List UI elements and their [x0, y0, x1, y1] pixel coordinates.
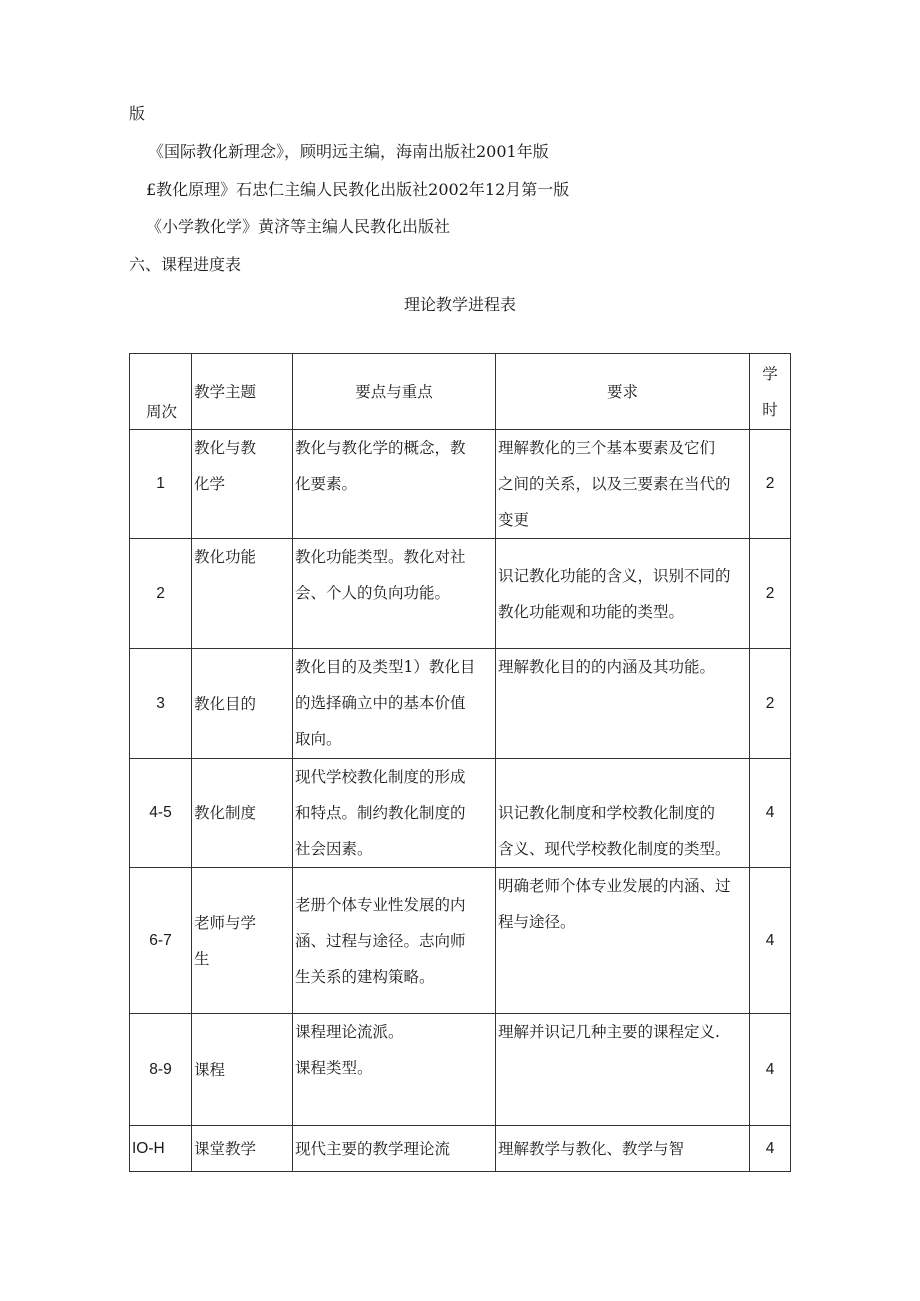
week-cell: 2 — [130, 539, 192, 649]
week-cell: 6-7 — [130, 868, 192, 1014]
header-requirements-label: 要求 — [606, 382, 638, 401]
key-points-line: 教化目的及类型1）教化目 — [295, 658, 476, 676]
hours-cell: 2 — [750, 430, 791, 539]
key-points-cell — [293, 868, 496, 1014]
table-title: 理论教学进程表 — [403, 295, 516, 314]
table-row — [130, 649, 791, 759]
topic-line: 课堂教学 — [194, 1139, 257, 1158]
key-points-line: 课程类型。 — [295, 1059, 373, 1077]
topic-cell — [192, 759, 293, 868]
requirements-cell — [496, 649, 750, 759]
table-row — [130, 430, 791, 539]
requirements-line: 理解教化的三个基本要素及它们 — [498, 439, 716, 457]
week-cell: IO-H — [130, 1126, 192, 1172]
key-points-line: 现代学校教化制度的形成 — [295, 768, 466, 786]
topic-cell — [192, 868, 293, 1014]
topic-line: 课程 — [194, 1060, 226, 1079]
week-cell: 3 — [130, 649, 192, 759]
requirements-cell — [496, 759, 750, 868]
section-heading: 六、课程进度表 — [129, 255, 242, 274]
header-week-label: 周次 — [146, 403, 178, 421]
key-points-line: 教化功能类型。教化对社 — [295, 548, 466, 566]
key-points-line: 涵、过程与途径。志向师 — [295, 931, 466, 950]
reference-item: £教化原理》石忠仁主编人民教化出版社2002年12月第一版 — [146, 180, 570, 199]
requirements-cell — [496, 539, 750, 649]
key-points-cell — [293, 759, 496, 868]
header-topic-label: 教学主题 — [194, 382, 257, 401]
requirements-line: 识记教化功能的含义，识别不同的 — [498, 566, 731, 585]
key-points-line: 生关系的建构策略。 — [295, 967, 435, 986]
requirements-line: 程与途径。 — [498, 913, 576, 931]
key-points-line: 和特点。制约教化制度的 — [295, 804, 466, 822]
week-cell: 4-5 — [130, 759, 192, 868]
requirements-line: 理解教学与教化、教学与智 — [498, 1139, 685, 1158]
header-key-points — [293, 354, 496, 430]
reference-item: 《国际教化新理念》，顾明远主编，海南出版社2001年版 — [148, 142, 549, 161]
key-points-line: 的选择确立中的基本价值 — [295, 694, 466, 712]
reference-item: 《小学教化学》黄济等主编人民教化出版社 — [146, 217, 451, 236]
table-row — [130, 1014, 791, 1126]
requirements-line: 之间的关系，以及三要素在当代的 — [498, 475, 731, 493]
key-points-line: 教化与教化学的概念，教 — [295, 439, 466, 457]
key-points-cell — [293, 649, 496, 759]
requirements-line: 变更 — [498, 511, 530, 529]
requirements-cell — [496, 868, 750, 1014]
topic-line: 化学 — [194, 475, 226, 493]
topic-cell — [192, 1014, 293, 1126]
key-points-cell — [293, 539, 496, 649]
key-points-line: 会、个人的负向功能。 — [295, 584, 451, 602]
requirements-line: 理解并识记几种主要的课程定义. — [498, 1023, 720, 1041]
header-hours-bottom: 时 — [762, 400, 778, 419]
requirements-line: 教化功能观和功能的类型。 — [498, 602, 685, 621]
header-hours — [750, 354, 791, 430]
topic-line: 老师与学 — [194, 913, 257, 932]
key-points-line: 现代主要的教学理论流 — [295, 1139, 451, 1158]
hours-cell: 4 — [750, 759, 791, 868]
key-points-line: 课程理论流派。 — [295, 1023, 404, 1041]
requirements-cell — [496, 1014, 750, 1126]
hours-cell: 2 — [750, 539, 791, 649]
header-key-points-label: 要点与重点 — [355, 382, 433, 401]
hours-cell: 4 — [750, 868, 791, 1014]
topic-cell — [192, 430, 293, 539]
header-requirements — [496, 354, 750, 430]
topic-cell — [192, 1126, 293, 1172]
table-row — [130, 759, 791, 868]
key-points-line: 社会因素。 — [295, 840, 373, 858]
key-points-cell — [293, 1126, 496, 1172]
table-header-row — [130, 354, 791, 430]
week-cell: 8-9 — [130, 1014, 192, 1126]
key-points-cell — [293, 1014, 496, 1126]
requirements-line: 明确老师个体专业发展的内涵、过 — [498, 877, 731, 895]
topic-line: 生 — [194, 949, 210, 968]
table-row — [130, 539, 791, 649]
topic-cell — [192, 539, 293, 649]
requirements-line: 理解教化目的的内涵及其功能。 — [498, 658, 716, 676]
topic-line: 教化目的 — [194, 694, 257, 713]
header-hours-top: 学 — [762, 364, 778, 383]
hours-cell: 4 — [750, 1014, 791, 1126]
header-week — [130, 354, 192, 430]
table-row — [130, 1126, 791, 1172]
hours-cell: 4 — [750, 1126, 791, 1172]
hours-cell: 2 — [750, 649, 791, 759]
course-schedule-table — [129, 353, 791, 1172]
requirements-line: 含义、现代学校教化制度的类型。 — [498, 840, 731, 858]
header-topic — [192, 354, 293, 430]
key-points-cell — [293, 430, 496, 539]
reference-line-continued: 版 — [129, 104, 146, 123]
week-cell: 1 — [130, 430, 192, 539]
key-points-line: 取向。 — [295, 730, 342, 748]
requirements-line: 识记教化制度和学校教化制度的 — [498, 804, 716, 822]
key-points-line: 老册个体专业性发展的内 — [295, 895, 466, 914]
table-row — [130, 868, 791, 1014]
topic-line: 教化功能 — [194, 548, 257, 566]
topic-cell — [192, 649, 293, 759]
topic-line: 教化与教 — [194, 439, 257, 457]
requirements-cell — [496, 1126, 750, 1172]
topic-line: 教化制度 — [194, 804, 257, 822]
requirements-cell — [496, 430, 750, 539]
key-points-line: 化要素。 — [295, 475, 358, 493]
